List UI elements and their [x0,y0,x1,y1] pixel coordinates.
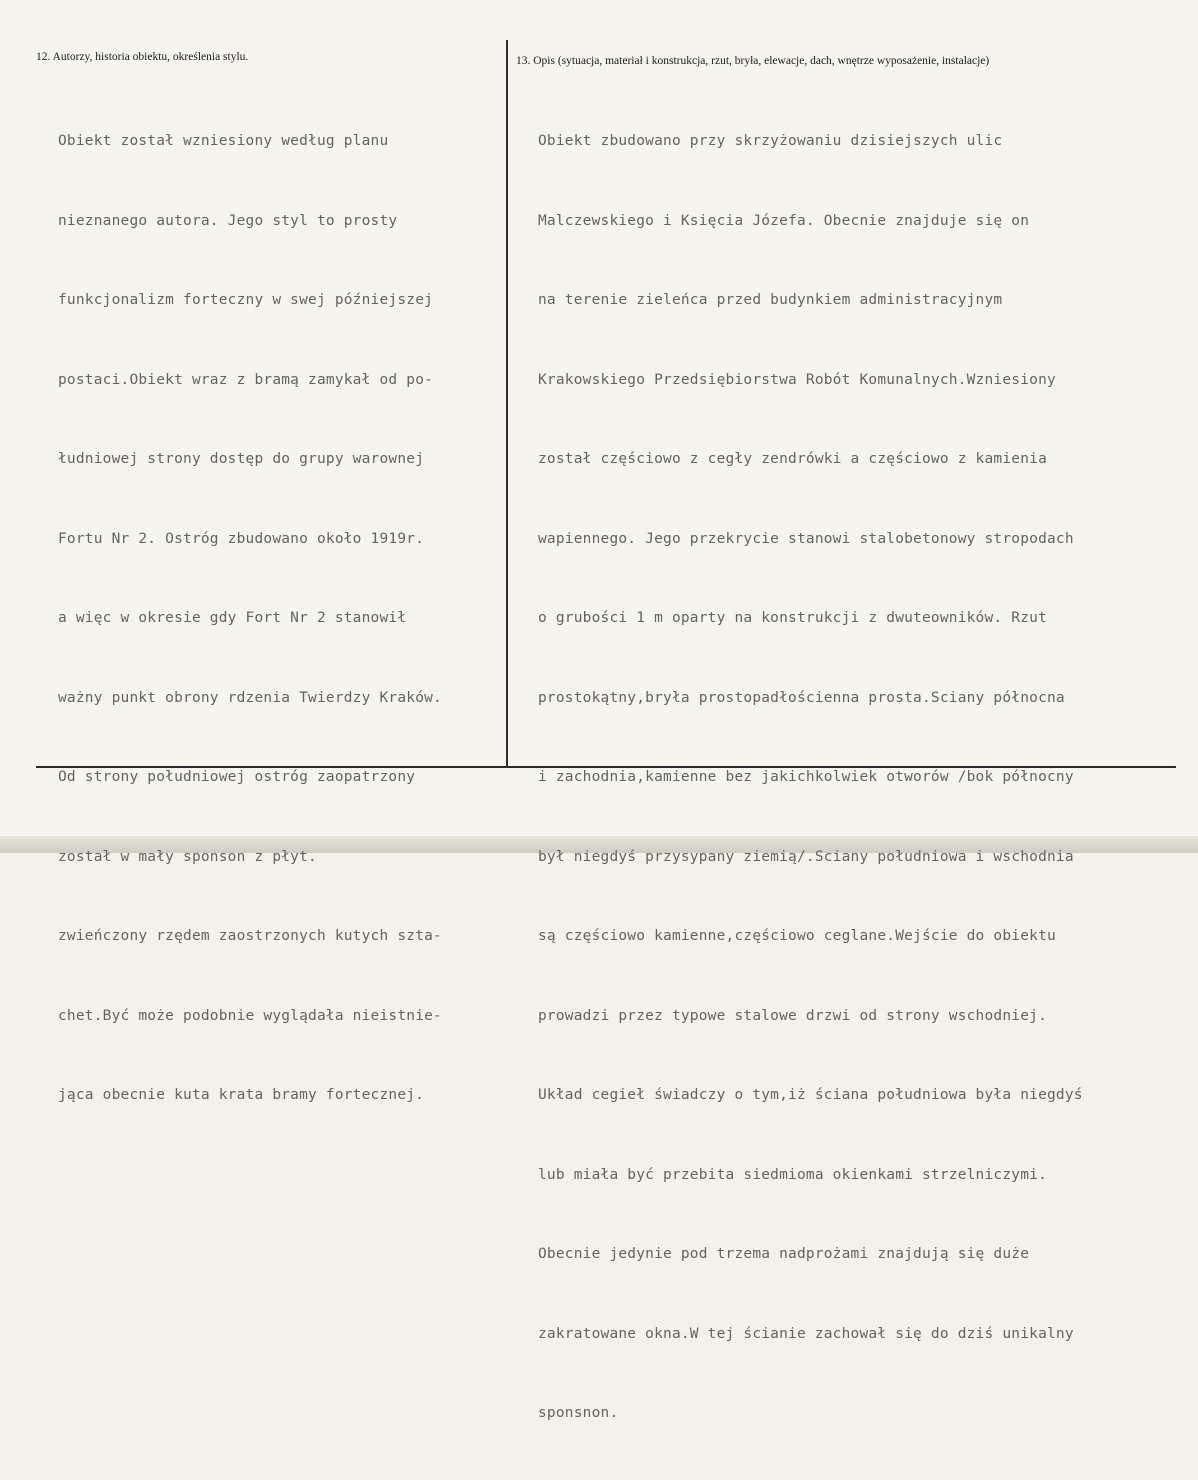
text-line: są częściowo kamienne,częściowo ceglane.Wejście do obiektu [538,928,1056,944]
text-line: Od strony południowej ostróg zaopatrzony [58,769,416,785]
text-line: został w mały sponson z płyt. [58,848,317,865]
text-line: Malczewskiego i Księcia Józefa. Obecnie znajduje się on [538,212,1030,229]
section-13-heading: 13. Opis (sytuacja, materiał i konstrukcja, rzut, bryła, elewacje, dach, wnętrze wyposażenie, instalacje) [516,55,990,67]
text-line: chet.Być może podobnie wyglądała nieistnie- [58,1007,442,1024]
column-divider [506,40,508,768]
section-13-text [538,75,1083,1480]
text-line: był niegdyś przysypany ziemią/.Sciany południowa i wschodnia [538,848,1074,865]
text-line: lub miała być przebita siedmioma okienkami strzelniczymi. [538,1166,1047,1183]
text-line: prostokątny,bryła prostopadłościenna prosta.Sciany północna [538,689,1065,706]
text-line: Obiekt został wzniesiony według planu [58,133,389,149]
text-line: łudniowej strony dostęp do grupy warownej [58,451,425,467]
text-line: i zachodnia,kamienne bez jakichkolwiek otworów /bok północny [538,769,1074,785]
text-line: został częściowo z cegły zendrówki a częściowo z kamienia [538,451,1047,467]
section-12-text [58,75,442,1162]
text-line: a więc w okresie gdy Fort Nr 2 stanowił [58,610,407,626]
text-line: nieznanego autora. Jego styl to prosty [58,212,398,229]
text-line: postaci.Obiekt wraz z bramą zamykał od po- [58,371,434,388]
text-line: sponsnon. [538,1405,619,1421]
text-line: na terenie zieleńca przed budynkiem administracyjnym [538,292,1003,308]
section-12-heading: 12. Autorzy, historia obiektu, określenia stylu. [36,51,249,63]
text-line: zwieńczony rzędem zaostrzonych kutych szta- [58,928,442,944]
text-line: jąca obecnie kuta krata bramy fortecznej. [58,1087,425,1103]
text-line: Obecnie jedynie pod trzema nadprożami znajdują się duże [538,1246,1030,1262]
text-line: Fortu Nr 2. Ostróg zbudowano około 1919r. [58,530,425,547]
text-line: Krakowskiego Przedsiębiorstwa Robót Komunalnych.Wzniesiony [538,371,1056,388]
text-line: o grubości 1 m oparty na konstrukcji z dwuteowników. Rzut [538,610,1047,626]
text-line: ważny punkt obrony rdzenia Twierdzy Kraków. [58,689,442,706]
text-line: prowadzi przez typowe stalowe drzwi od strony wschodniej. [538,1007,1047,1024]
text-line: funkcjonalizm forteczny w swej późniejszej [58,292,434,308]
text-line: Obiekt zbudowano przy skrzyżowaniu dzisiejszych ulic [538,133,1003,149]
text-line: zakratowane okna.W tej ścianie zachował się do dziś unikalny [538,1325,1074,1342]
text-line: wapiennego. Jego przekrycie stanowi stalobetonowy stropodach [538,530,1074,547]
text-line: Układ cegieł świadczy o tym,iż ściana południowa była niegdyś [538,1087,1083,1103]
